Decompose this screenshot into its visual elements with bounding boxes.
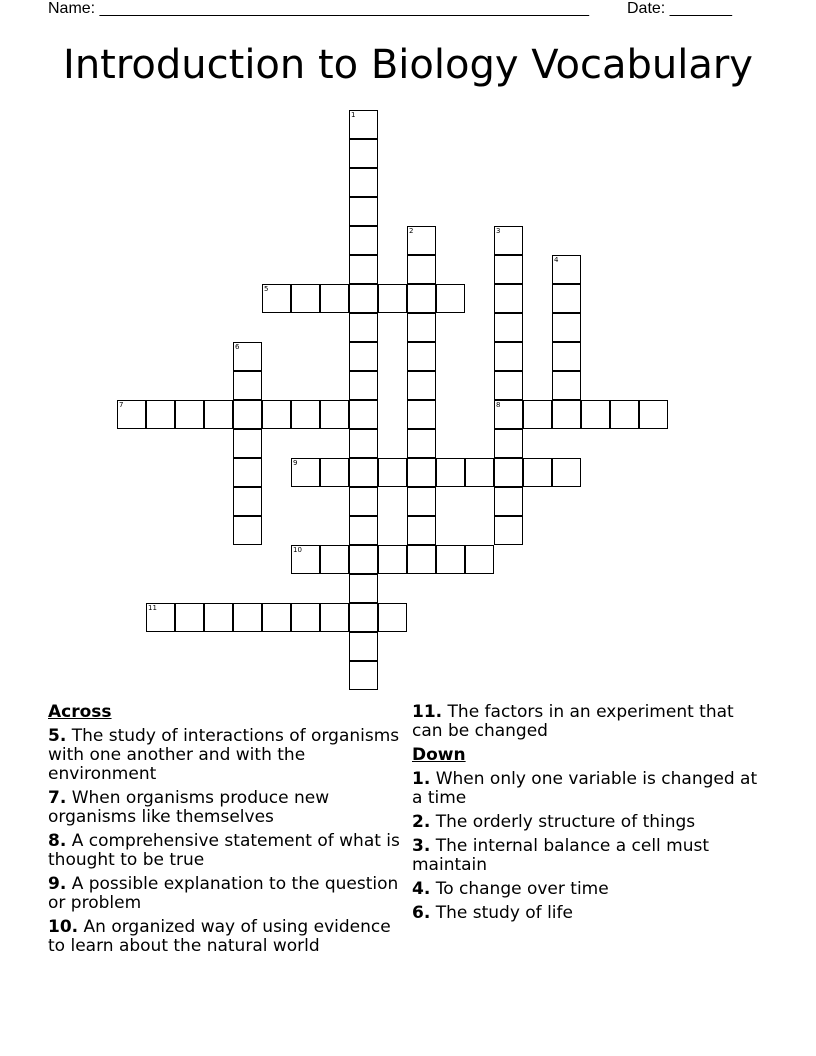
clue-number: 6.: [412, 903, 431, 923]
clue-number: 8.: [48, 831, 67, 851]
crossword-cell[interactable]: [407, 371, 436, 400]
crossword-cell[interactable]: [349, 313, 378, 342]
crossword-cell[interactable]: [175, 400, 204, 429]
crossword-cell[interactable]: [349, 197, 378, 226]
crossword-cell[interactable]: [349, 487, 378, 516]
crossword-cell[interactable]: [320, 284, 349, 313]
crossword-cell[interactable]: [552, 458, 581, 487]
cell-clue-number: 4: [554, 256, 559, 264]
crossword-cell[interactable]: [175, 603, 204, 632]
cell-clue-number: 3: [496, 227, 501, 235]
crossword-cell[interactable]: [291, 400, 320, 429]
crossword-cell[interactable]: [233, 516, 262, 545]
crossword-cell[interactable]: [349, 603, 378, 632]
crossword-cell[interactable]: [349, 545, 378, 574]
crossword-cell[interactable]: [494, 371, 523, 400]
crossword-cell[interactable]: [204, 400, 233, 429]
crossword-cell[interactable]: [349, 574, 378, 603]
clue-across-11: [412, 703, 764, 741]
clue-across-7: [48, 789, 400, 827]
crossword-cell[interactable]: [465, 545, 494, 574]
crossword-cell[interactable]: [407, 313, 436, 342]
crossword-cell[interactable]: [349, 661, 378, 690]
clue-text: A possible explanation to the question or problem: [48, 874, 399, 913]
crossword-cell[interactable]: [407, 400, 436, 429]
crossword-cell[interactable]: [378, 458, 407, 487]
clue-number: 7.: [48, 788, 67, 808]
crossword-cell[interactable]: [233, 342, 262, 371]
crossword-cell[interactable]: [233, 429, 262, 458]
crossword-cell[interactable]: [552, 313, 581, 342]
crossword-cell[interactable]: [320, 545, 349, 574]
cell-clue-number: 7: [119, 401, 124, 409]
crossword-cell[interactable]: [262, 284, 291, 313]
crossword-cell[interactable]: [465, 458, 494, 487]
crossword-cell[interactable]: [407, 226, 436, 255]
crossword-cell[interactable]: [233, 400, 262, 429]
crossword-cell[interactable]: [349, 226, 378, 255]
crossword-cell[interactable]: [349, 371, 378, 400]
crossword-cell[interactable]: [349, 632, 378, 661]
clue-number: 3.: [412, 836, 431, 856]
down-heading: Down: [412, 745, 466, 765]
crossword-cell[interactable]: [117, 400, 146, 429]
crossword-cell[interactable]: [378, 284, 407, 313]
crossword-cell[interactable]: [233, 487, 262, 516]
clue-number: 10.: [48, 917, 79, 937]
crossword-cell[interactable]: [349, 168, 378, 197]
crossword-cell[interactable]: [494, 284, 523, 313]
crossword-cell[interactable]: [523, 458, 552, 487]
clues-right-column: [412, 703, 764, 928]
clue-number: 1.: [412, 769, 431, 789]
clue-text: A comprehensive statement of what is thought to be true: [48, 831, 400, 870]
crossword-cell[interactable]: [552, 371, 581, 400]
crossword-cell[interactable]: [378, 603, 407, 632]
crossword-cell[interactable]: [494, 255, 523, 284]
crossword-cell[interactable]: [349, 255, 378, 284]
crossword-cell[interactable]: [494, 487, 523, 516]
clue-across-5: [48, 727, 400, 784]
crossword-cell[interactable]: [146, 400, 175, 429]
crossword-cell[interactable]: [407, 255, 436, 284]
page-title: Introduction to Biology Vocabulary: [63, 42, 753, 88]
crossword-cell[interactable]: [552, 342, 581, 371]
crossword-cell[interactable]: [320, 400, 349, 429]
crossword-cell[interactable]: [349, 400, 378, 429]
date-field-label[interactable]: Date: _______: [627, 0, 732, 17]
clue-text: An organized way of using evidence to learn about the natural world: [48, 917, 391, 956]
clue-number: 9.: [48, 874, 67, 894]
crossword-cell[interactable]: [407, 545, 436, 574]
crossword-cell[interactable]: [494, 516, 523, 545]
crossword-cell[interactable]: [291, 284, 320, 313]
crossword-cell[interactable]: [552, 284, 581, 313]
cell-clue-number: 1: [351, 111, 356, 119]
across-heading: Across: [48, 702, 112, 722]
cell-clue-number: 5: [264, 285, 269, 293]
clue-across-9: [48, 875, 400, 913]
crossword-cell[interactable]: [349, 429, 378, 458]
crossword-cell[interactable]: [291, 603, 320, 632]
crossword-cell[interactable]: [494, 458, 523, 487]
crossword-cell[interactable]: [436, 458, 465, 487]
crossword-cell[interactable]: [320, 458, 349, 487]
clues-left-column: [48, 703, 400, 961]
crossword-cell[interactable]: [552, 400, 581, 429]
crossword-cell[interactable]: [291, 545, 320, 574]
crossword-cell[interactable]: [407, 487, 436, 516]
name-field-label[interactable]: Name: _______________________________________________________: [48, 0, 589, 17]
clue-number: 11.: [412, 702, 443, 722]
crossword-cell[interactable]: [436, 545, 465, 574]
crossword-cell[interactable]: [639, 400, 668, 429]
crossword-cell[interactable]: [407, 429, 436, 458]
clue-down-4: [412, 880, 764, 899]
crossword-cell[interactable]: [349, 110, 378, 139]
crossword-cell[interactable]: [349, 284, 378, 313]
crossword-cell[interactable]: [320, 603, 349, 632]
crossword-cell[interactable]: [610, 400, 639, 429]
clue-number: 2.: [412, 812, 431, 832]
clue-across-10: [48, 918, 400, 956]
crossword-cell[interactable]: [494, 400, 523, 429]
crossword-cell[interactable]: [349, 458, 378, 487]
cell-clue-number: 2: [409, 227, 414, 235]
crossword-cell[interactable]: [291, 458, 320, 487]
cell-clue-number: 6: [235, 343, 240, 351]
crossword-cell[interactable]: [494, 313, 523, 342]
clue-number: 5.: [48, 726, 67, 746]
clue-down-2: [412, 813, 764, 832]
cell-clue-number: 8: [496, 401, 501, 409]
crossword-cell[interactable]: [407, 458, 436, 487]
clue-text: When organisms produce new organisms like themselves: [48, 788, 330, 827]
crossword-cell[interactable]: [262, 603, 291, 632]
crossword-cell[interactable]: [407, 342, 436, 371]
clue-across-8: [48, 832, 400, 870]
clue-down-3: [412, 837, 764, 875]
crossword-cell[interactable]: [552, 255, 581, 284]
crossword-cell[interactable]: [204, 603, 233, 632]
crossword-cell[interactable]: [262, 400, 291, 429]
clue-text: The study of life: [435, 903, 573, 923]
crossword-cell[interactable]: [407, 284, 436, 313]
crossword-cell[interactable]: [349, 342, 378, 371]
cell-clue-number: 9: [293, 459, 298, 467]
clue-text: The factors in an experiment that can be changed: [412, 702, 734, 741]
clue-text: The study of interactions of organisms with one another and with the environment: [48, 726, 400, 784]
clue-text: When only one variable is changed at a time: [412, 769, 758, 808]
crossword-cell[interactable]: [407, 516, 436, 545]
crossword-cell[interactable]: [146, 603, 175, 632]
clue-text: The internal balance a cell must maintain: [412, 836, 710, 875]
crossword-cell[interactable]: [378, 545, 407, 574]
cell-clue-number: 10: [293, 546, 302, 554]
crossword-cell[interactable]: [523, 400, 552, 429]
crossword-cell[interactable]: [233, 458, 262, 487]
crossword-cell[interactable]: [233, 371, 262, 400]
crossword-cell[interactable]: [233, 603, 262, 632]
crossword-cell[interactable]: [436, 284, 465, 313]
crossword-cell[interactable]: [581, 400, 610, 429]
clue-text: To change over time: [435, 879, 609, 899]
clue-down-6: [412, 904, 764, 923]
clue-text: The orderly structure of things: [435, 812, 696, 832]
crossword-cell[interactable]: [494, 226, 523, 255]
cell-clue-number: 11: [148, 604, 157, 612]
clue-number: 4.: [412, 879, 431, 899]
crossword-cell[interactable]: [349, 516, 378, 545]
clue-down-1: [412, 770, 764, 808]
crossword-cell[interactable]: [494, 342, 523, 371]
crossword-cell[interactable]: [494, 429, 523, 458]
crossword-cell[interactable]: [349, 139, 378, 168]
